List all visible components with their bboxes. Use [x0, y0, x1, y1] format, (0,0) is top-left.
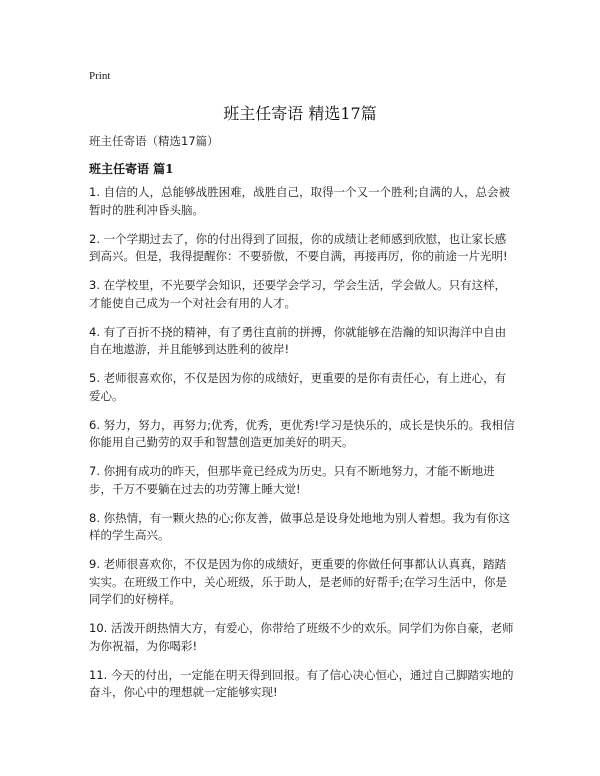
- document-subtitle: 班主任寄语（精选17篇）: [89, 134, 219, 148]
- message-item-11: 11. 今天的付出，一定能在明天得到回报。有了信心决心恒心，通过自己脚踏实地的奋斗，你心中的理想就一定能够实现!: [89, 667, 514, 699]
- message-item-2: 2. 一个学期过去了，你的付出得到了回报，你的成绩让老师感到欣慰，也让家长感到高兴。但是，我得提醒你：不要骄傲，不要自满，再接再厉，你的前途一片光明!: [89, 231, 508, 263]
- message-item-1: 1. 自信的人，总能够战胜困难，战胜自己，取得一个又一个胜利;自满的人，总会被暂时的胜利冲昏头脑。: [89, 185, 510, 217]
- message-item-6: 6. 努力，努力，再努力;优秀，优秀，更优秀!学习是快乐的，成长是快乐的。我相信你能用自己勤劳的双手和智慧创造更加美好的明天。: [89, 417, 515, 449]
- message-item-9: 9. 老师很喜欢你，不仅是因为你的成绩好，更重要的你做任何事都认认真真，踏踏实实。在班级工作中，关心班级，乐于助人，是老师的好帮手;在学习生活中，你是同学们的好榜样。: [89, 557, 507, 606]
- message-item-4: 4. 有了百折不挠的精神，有了勇往直前的拼搏，你就能够在浩瀚的知识海洋中自由自在地遨游，并且能够到达胜利的彼岸!: [89, 324, 507, 356]
- section-heading: 班主任寄语 篇1: [89, 162, 174, 176]
- page-title: 班主任寄语 精选17篇: [223, 104, 377, 123]
- message-item-3: 3. 在学校里，不光要学会知识，还要学会学习，学会生活，学会做人。只有这样，才能使自己成为一个对社会有用的人才。: [89, 278, 507, 310]
- message-item-7: 7. 你拥有成功的昨天，但那毕竟已经成为历史。只有不断地努力，才能不断地进步，千万不要躺在过去的功劳簿上睡大觉!: [89, 464, 495, 496]
- message-list: [89, 184, 515, 713]
- print-label: Print: [89, 70, 111, 82]
- message-item-10: 10. 活泼开朗热情大方，有爱心，你带给了班级不少的欢乐。同学们为你自豪，老师为你祝福，为你喝彩!: [89, 621, 514, 653]
- message-item-5: 5. 老师很喜欢你，不仅是因为你的成绩好，更重要的是你有责任心，有上进心，有爱心。: [89, 371, 507, 403]
- message-item-8: 8. 你热情，有一颗火热的心;你友善，做事总是设身处地地为别人着想。我为有你这样的学生高兴。: [89, 510, 510, 542]
